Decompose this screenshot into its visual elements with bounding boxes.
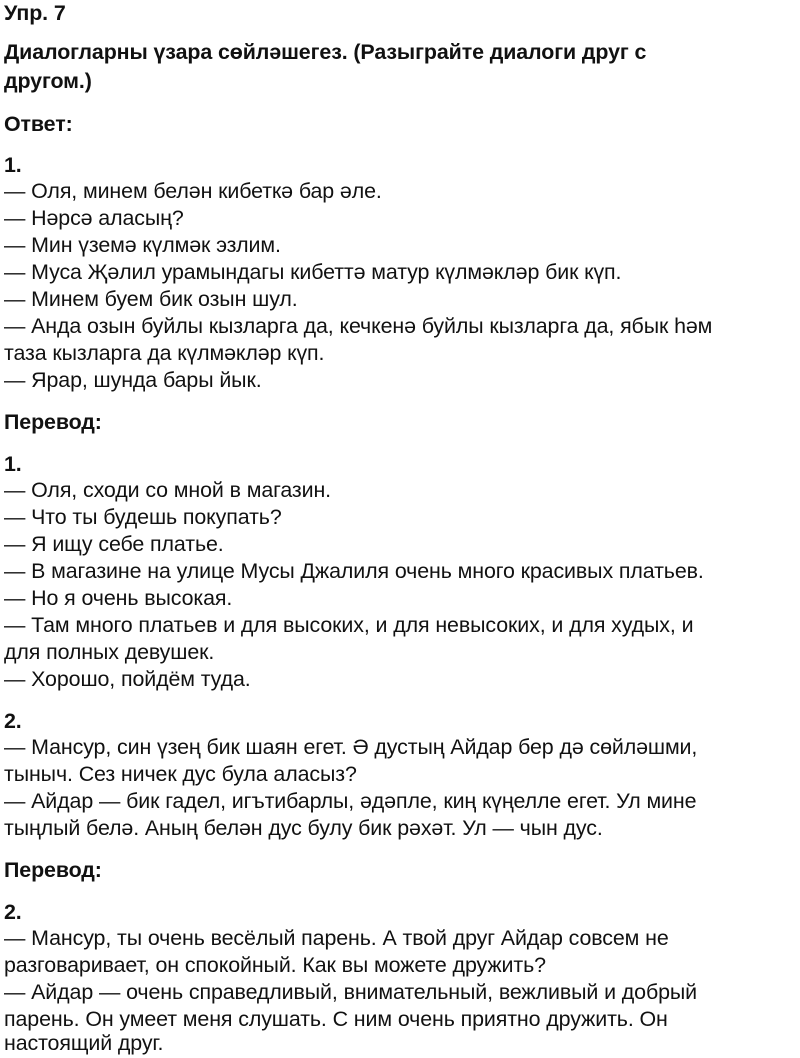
translation-heading-1: Перевод: <box>4 410 102 434</box>
dialogue-1-ru-number: 1. <box>4 452 22 476</box>
dialogue-1-tt-line: таза кызларга да күлмәкләр күп. <box>4 341 325 365</box>
dialogue-2-tt-line: тыңлый белә. Аның белән дус булу бик рәхәт. Ул — чын дус. <box>4 816 603 840</box>
dialogue-1-ru-line: — Но я очень высокая. <box>4 586 233 610</box>
dialogue-2-ru-line: парень. Он умеет меня слушать. С ним очень приятно дружить. Он <box>4 1007 668 1031</box>
dialogue-1-tt-line: — Муса Җәлил урамындагы кибеттә матур күлмәкләр бик күп. <box>4 260 622 284</box>
dialogue-1-tt-line: — Минем буем бик озын шул. <box>4 287 298 311</box>
dialogue-1-tt-number: 1. <box>4 153 22 177</box>
translation-heading-2: Перевод: <box>4 858 102 882</box>
dialogue-2-ru-line: настоящий друг. <box>4 1031 164 1055</box>
dialogue-2-tt-number: 2. <box>4 709 22 733</box>
dialogue-1-tt-line: — Оля, минем белән кибеткә бар әле. <box>4 179 382 203</box>
answer-heading: Ответ: <box>4 112 73 136</box>
dialogue-2-ru-number: 2. <box>4 900 22 924</box>
task-line-2: другом.) <box>4 69 92 93</box>
dialogue-2-tt-line: — Мансур, син үзең бик шаян егет. Ә дустың Айдар бер дә сөйләшми, <box>4 735 698 759</box>
dialogue-2-tt-line: — Айдар — бик гадел, игътибарлы, әдәпле, киң күңелле егет. Ул мине <box>4 789 697 813</box>
dialogue-1-ru-line: — Оля, сходи со мной в магазин. <box>4 478 332 502</box>
dialogue-1-ru-line: — Что ты будешь покупать? <box>4 505 282 529</box>
dialogue-1-ru-line: для полных девушек. <box>4 640 215 664</box>
dialogue-1-tt-line: — Анда озын буйлы кызларга да, кечкенә буйлы кызларга да, ябык һәм <box>4 314 713 338</box>
dialogue-1-tt-line: — Мин үземә күлмәк эзлим. <box>4 233 281 257</box>
dialogue-2-ru-line: — Мансур, ты очень весёлый парень. А твой друг Айдар совсем не <box>4 926 669 950</box>
dialogue-1-ru-line: — Там много платьев и для высоких, и для невысоких, и для худых, и <box>4 613 694 637</box>
task-line-1: Диалогларны үзара сөйләшегез. (Разыграйте диалоги друг с <box>4 40 647 64</box>
dialogue-2-tt-line: тыныч. Сез ничек дус була аласыз? <box>4 762 357 786</box>
dialogue-1-tt-line: — Ярар, шунда бары йык. <box>4 368 262 392</box>
dialogue-2-ru-line: разговаривает, он спокойный. Как вы можете дружить? <box>4 953 546 977</box>
exercise-title: Упр. 7 <box>4 1 66 25</box>
dialogue-1-ru-line: — Я ищу себе платье. <box>4 532 224 556</box>
dialogue-1-tt-line: — Нәрсә аласың? <box>4 206 184 230</box>
dialogue-1-ru-line: — В магазине на улице Мусы Джалиля очень много красивых платьев. <box>4 559 704 583</box>
dialogue-2-ru-line: — Айдар — очень справедливый, внимательный, вежливый и добрый <box>4 980 698 1004</box>
dialogue-1-ru-line: — Хорошо, пойдём туда. <box>4 667 251 691</box>
